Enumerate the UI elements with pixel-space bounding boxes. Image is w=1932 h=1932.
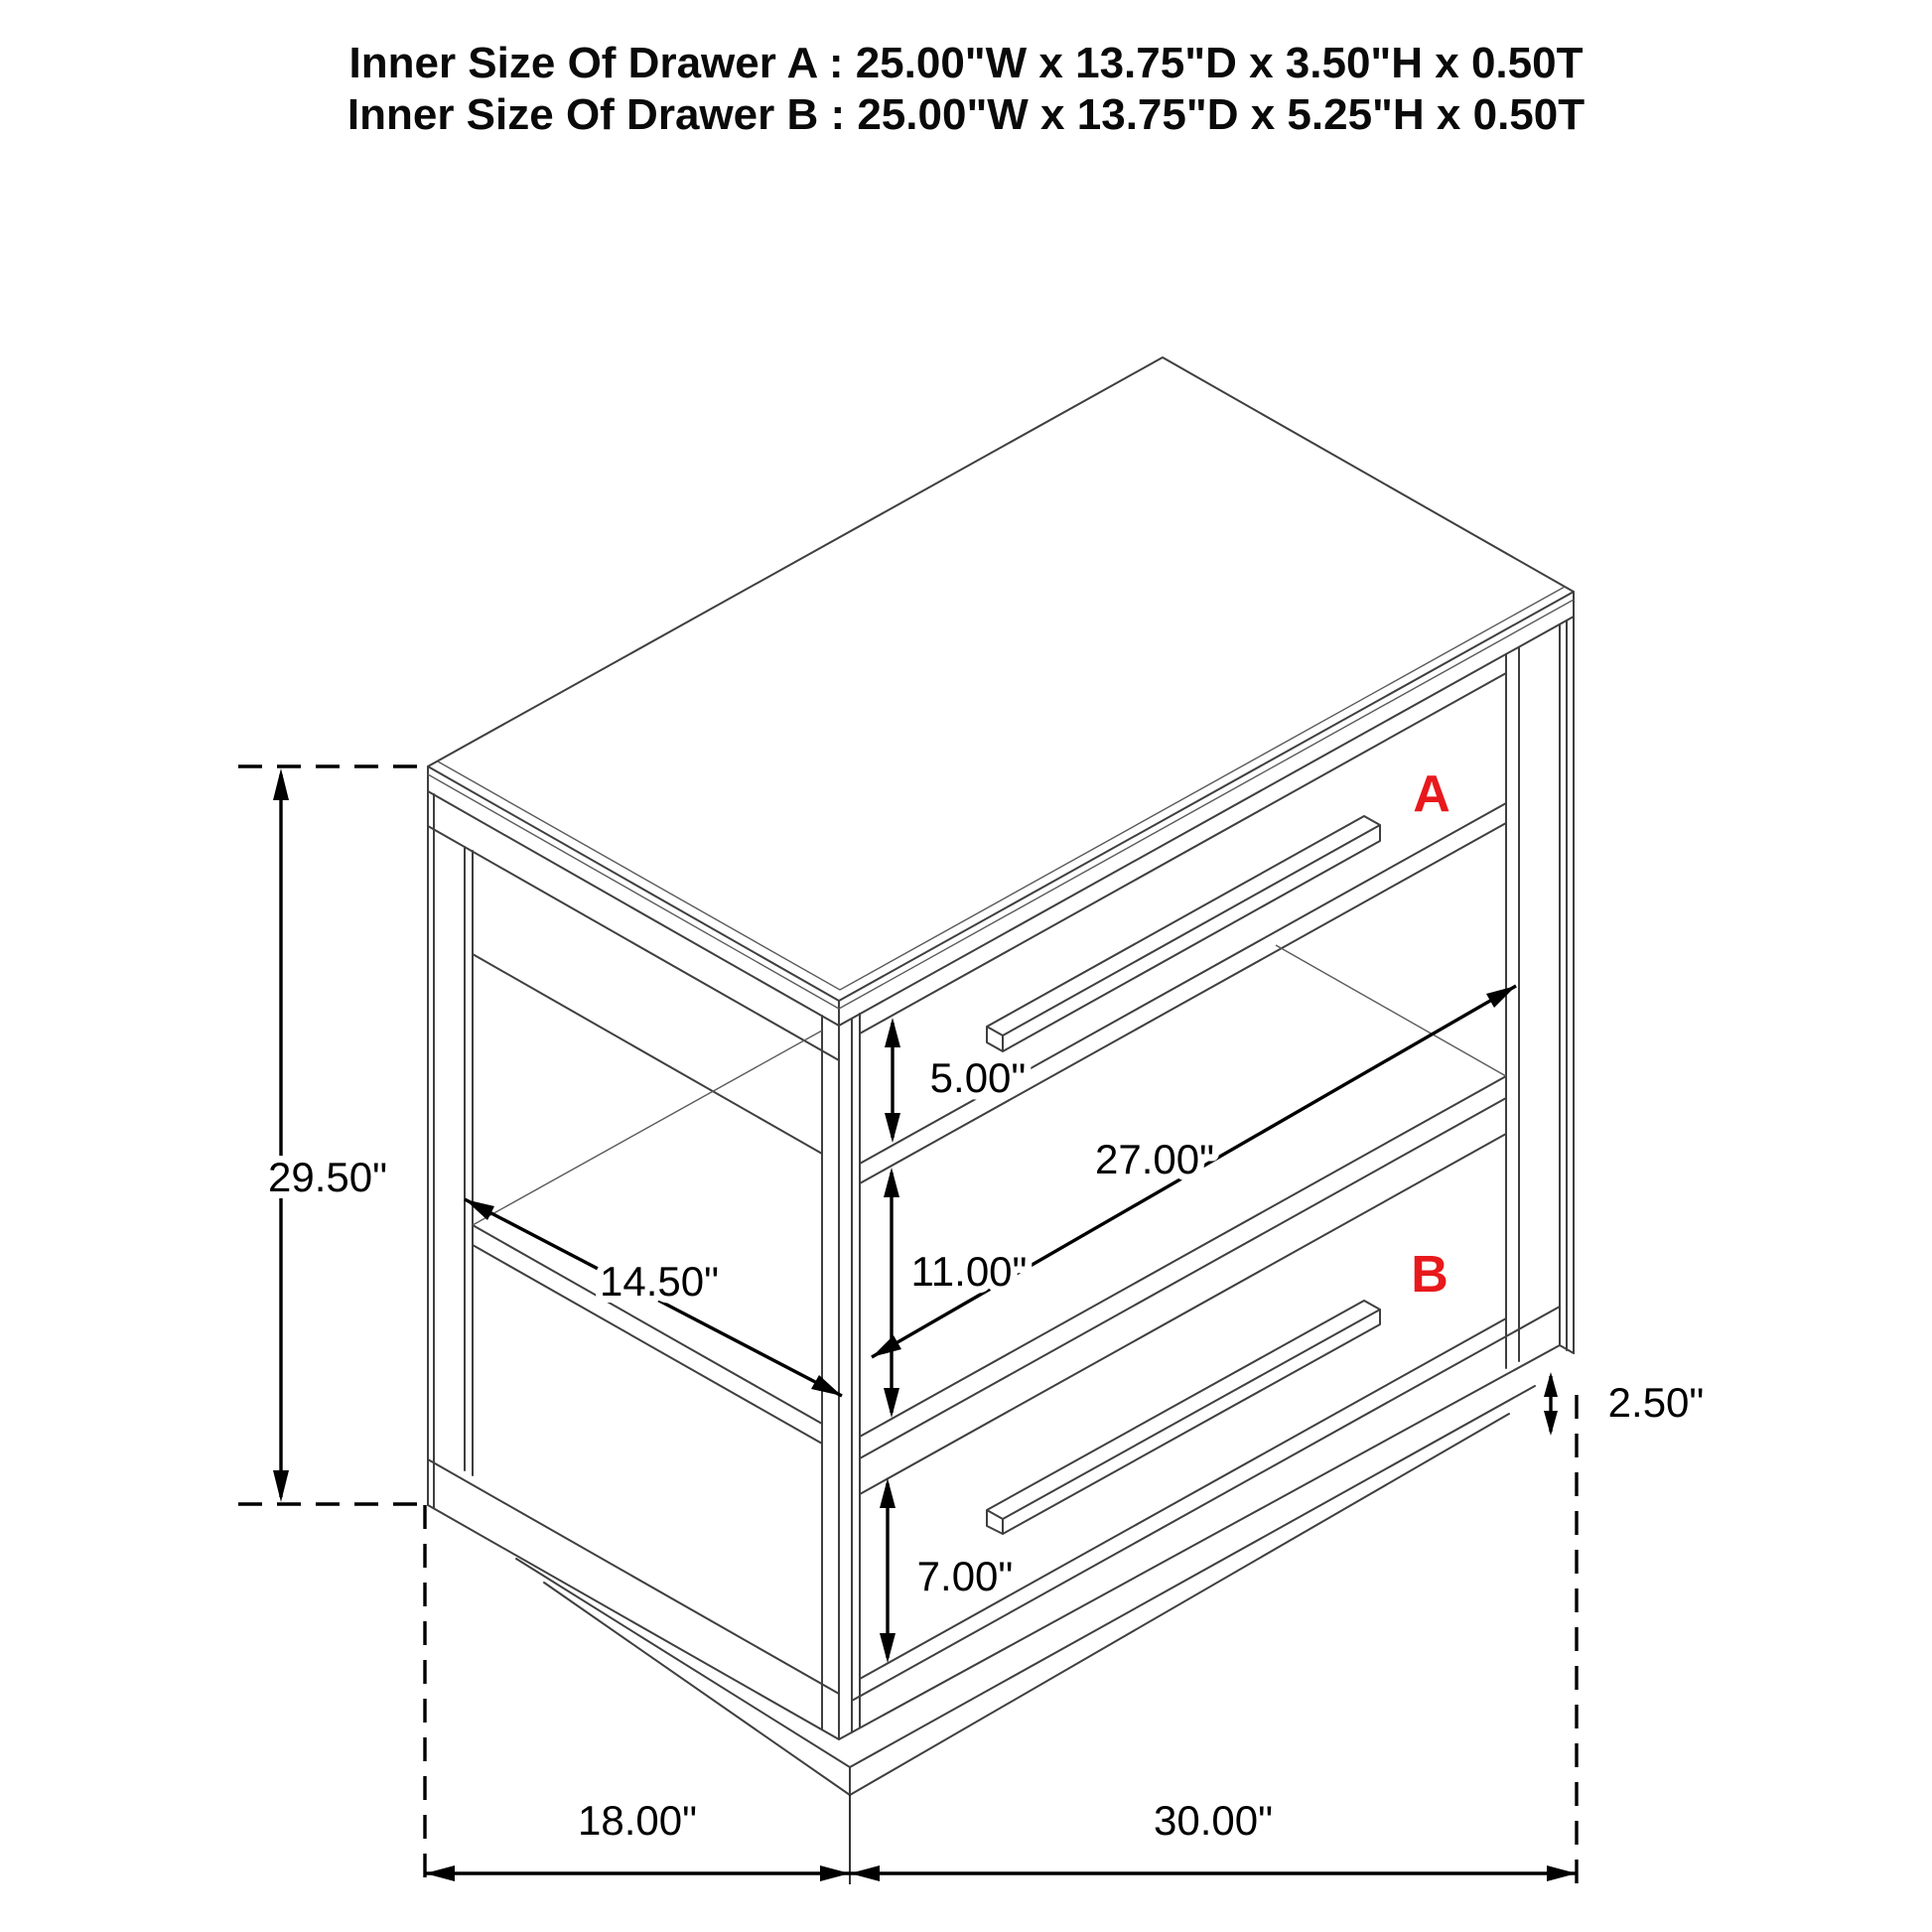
arrowhead-left: [850, 1865, 880, 1881]
arrowhead-down: [884, 1388, 899, 1418]
dim-label-base-height: 2.50": [1607, 1379, 1705, 1426]
dim-label-opening-height: 11.00": [910, 1248, 1028, 1295]
drawer-a-handle: [987, 816, 1380, 1051]
arrowhead-down: [885, 1113, 900, 1143]
top-face-reveal-line: [438, 587, 1565, 990]
dim-opening-height: [884, 1168, 1027, 1418]
drawer-a-letter: A: [1413, 765, 1450, 823]
dim-base-height: [1544, 1372, 1704, 1436]
arrowhead-upper-left: [465, 1199, 494, 1220]
dim-label-drawer-a-height: 5.00": [929, 1054, 1027, 1101]
dim-drawer-a-height: [885, 1018, 1026, 1143]
arrowhead-up: [885, 1018, 900, 1047]
title-line-1: Inner Size Of Drawer A : 25.00"W x 13.75"D x 3.50"H x 0.50T: [348, 39, 1584, 87]
drawer-b-letter: B: [1411, 1246, 1449, 1304]
arrowhead-lower-left: [872, 1335, 901, 1357]
dim-label-opening-width: 27.00": [1094, 1136, 1215, 1182]
arrowhead-right: [820, 1865, 850, 1881]
dim-label-side-depth: 18.00": [577, 1797, 698, 1844]
top-slab-bands: [428, 592, 1574, 1026]
arrowhead-lower-right: [811, 1375, 842, 1396]
arrowhead-down: [273, 1470, 289, 1502]
arrowhead-upper-right: [1486, 986, 1516, 1008]
title-block: [347, 39, 1585, 139]
dim-front-width: [850, 1395, 1577, 1884]
dim-label-front-width: 30.00": [1153, 1797, 1274, 1844]
arrowhead-right: [1547, 1865, 1577, 1881]
top-face-outline: [428, 357, 1574, 1001]
title-line-2: Inner Size Of Drawer B : 25.00"W x 13.75"D x 5.25"H x 0.50T: [346, 90, 1586, 139]
dim-label-drawer-b-height: 7.00": [916, 1553, 1014, 1599]
dim-side-depth: [425, 1505, 850, 1884]
dim-shelf-depth: [465, 1199, 842, 1396]
dim-overall-height: [238, 766, 425, 1504]
arrowhead-up: [1544, 1372, 1558, 1397]
front-face-lines: [852, 673, 1560, 1701]
dim-label-overall-height: 29.50": [267, 1154, 388, 1200]
arrowhead-left: [425, 1865, 455, 1881]
side-opening-interior-line: [473, 1031, 822, 1225]
dim-label-shelf-depth: 14.50": [599, 1258, 720, 1305]
arrowhead-up: [884, 1168, 899, 1197]
arrowhead-down: [880, 1633, 896, 1663]
dimension-annotations: [238, 766, 1704, 1884]
top-slab-band-midlines: [428, 600, 1574, 1009]
arrowhead-up: [273, 768, 289, 800]
arrowhead-down: [1544, 1411, 1558, 1436]
